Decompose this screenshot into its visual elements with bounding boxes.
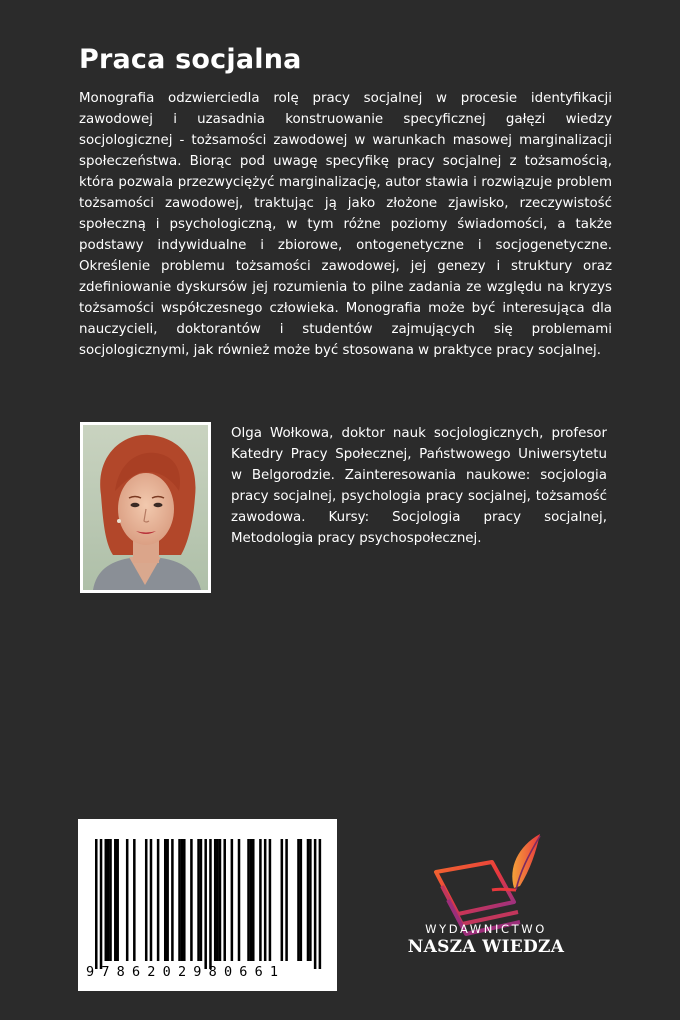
barcode-bar	[259, 839, 262, 961]
barcode-bar	[297, 839, 300, 961]
barcode-bar	[252, 839, 255, 961]
barcode-bar	[197, 839, 200, 961]
barcode-bar	[145, 839, 148, 961]
barcode-bar	[166, 839, 169, 961]
barcode-bar	[116, 839, 119, 961]
barcode-bar	[314, 839, 317, 969]
barcode-digits: 9786202980661	[86, 964, 286, 980]
barcode-bar	[264, 839, 267, 961]
barcode-bar	[109, 839, 112, 961]
barcode-bar	[216, 839, 219, 961]
barcode-bar	[214, 839, 217, 961]
barcode-bar	[309, 839, 312, 961]
barcode-bar	[200, 839, 203, 961]
barcode-bar	[319, 839, 322, 969]
barcode-bar	[171, 839, 174, 961]
barcode-bar	[269, 839, 272, 961]
barcode-bar	[107, 839, 110, 961]
barcode-bar	[150, 839, 153, 961]
author-portrait-image	[83, 425, 208, 590]
publisher-name-line1: WYDAWNICTWO	[425, 922, 547, 936]
barcode-bar	[164, 839, 167, 961]
barcode-bar	[281, 839, 284, 961]
publisher-name-line2: NASZA WIEDZA	[407, 937, 565, 957]
barcode-bar	[181, 839, 184, 961]
barcode-bar	[209, 839, 212, 969]
book-description: Monografia odzwierciedla rolę pracy socjalnej w procesie identyfikacji zawodowej i uzasadnia konstruowanie specyficznej gałęzi wiedzy socjologicznej - tożsamości zawodowej w warunkach masowej marginalizacji społeczeństwa. Biorąc pod uwagę specyfikę pracy socjalnej z tożsamością, która pozwala przezwyciężyć marginalizację, autor stawia i rozwiązuje problem tożsamości zawodowej, traktując ją jako złożone zjawisko, rzeczywistość społeczną i psychologiczną, w tym różne poziomy świadomości, a także podstawy indywidualne i zbiorowe, ontogenetyczne i socjogenetyczne. Określenie problemu tożsamości zawodowej, jej genezy i struktury oraz zdefiniowanie dyskursów jej rozumienia to pilne zadania ze względu na kryzys tożsamości współczesnego człowieka. Monografia może być interesująca dla nauczycieli, doktorantów i studentów zajmujących się problemami socjologicznymi, jak również może być stosowana w praktyce pracy socjalnej.	[79, 91, 612, 358]
barcode-bar	[100, 839, 103, 969]
barcode-bar	[219, 839, 222, 961]
barcode-bar	[133, 839, 136, 961]
barcode-bar	[157, 839, 160, 961]
barcode-bar	[95, 839, 98, 969]
barcode-bar	[105, 839, 108, 961]
barcode-bar	[250, 839, 253, 961]
barcode-bar	[300, 839, 303, 961]
barcode	[78, 819, 337, 991]
barcode-bar	[126, 839, 129, 961]
author-photo	[80, 422, 211, 593]
barcode-bar	[178, 839, 181, 961]
author-bio: Olga Wołkowa, doktor nauk socjologicznych, profesor Katedry Pracy Społecznej, Państwowego Uniwersytetu w Belgorodzie. Zainteresowania naukowe: socjologia pracy socjalnej, psychologia pracy socjalnej, tożsamość zawodowa. Kursy: Socjologia pracy socjalnej, Metodologia pracy psychospołecznej.	[231, 426, 607, 546]
barcode-bar	[114, 839, 117, 961]
barcode-bar	[204, 839, 207, 969]
barcode-bar	[190, 839, 193, 961]
barcode-bar	[238, 839, 241, 961]
barcode-bar	[231, 839, 234, 961]
barcode-bar	[183, 839, 186, 961]
barcode-bar	[285, 839, 288, 961]
barcode-bar	[307, 839, 310, 961]
barcode-bar	[247, 839, 250, 961]
book-title: Praca socjalna	[79, 44, 302, 75]
barcode-bar	[223, 839, 226, 961]
